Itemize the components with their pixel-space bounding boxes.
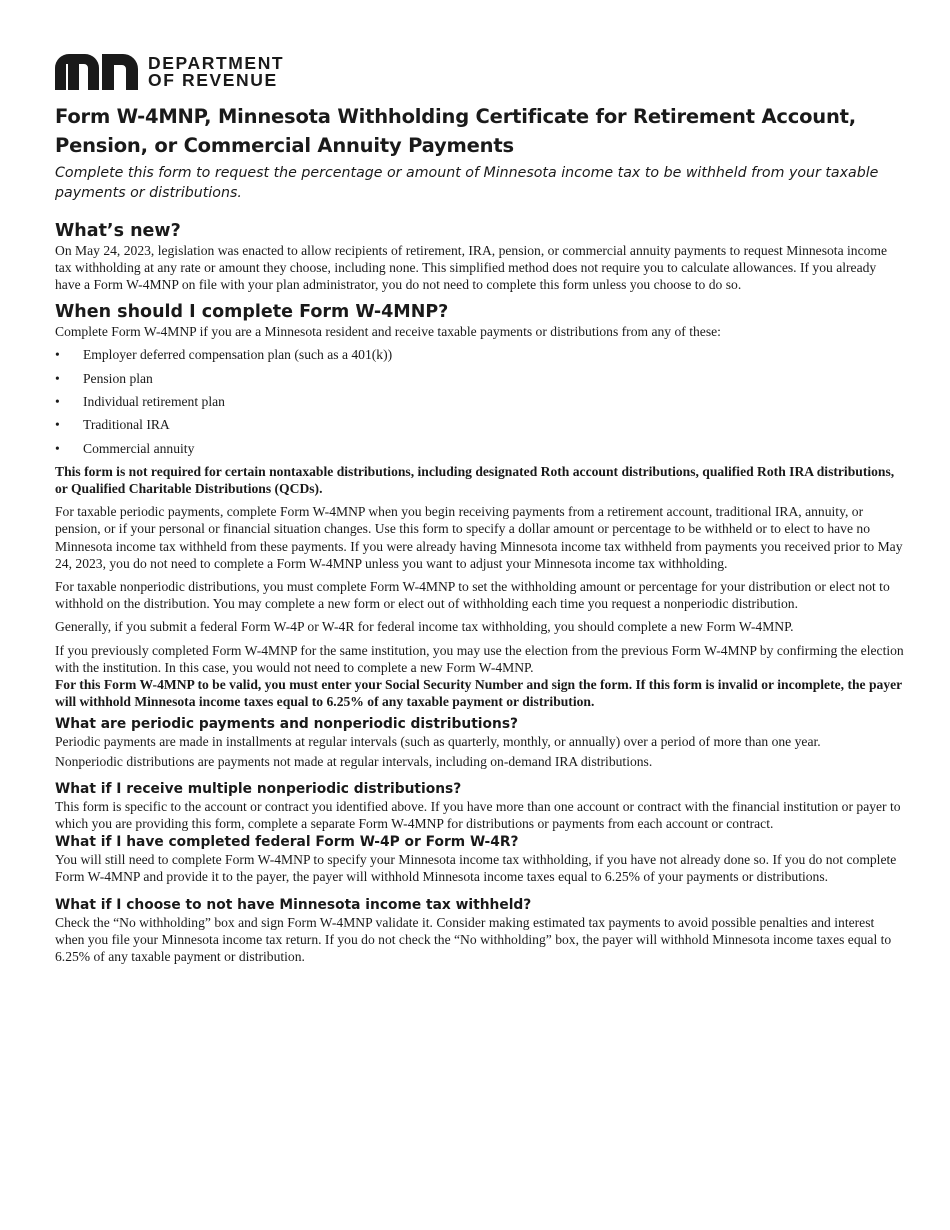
mn-logo-icon <box>55 54 138 90</box>
list-item-text: Traditional IRA <box>83 417 170 433</box>
federal-completed-heading: What if I have completed federal Form W-4P or Form W-4R? <box>55 834 519 851</box>
department-name <box>148 55 284 89</box>
periodic-payments-text: For taxable periodic payments, complete Form W-4MNP when you begin receiving payments from a retirement account, traditional IRA, annuity, or pension, or if your personal or financial situation changes. Use this form to specify a dollar amount or percentage to be withheld or to elect to have no Minnesota income tax withheld from these payments. If you were already having Minnesota income tax withheld from payments you received prior to May 24, 2023, you do not need to complete a Form W-4MNP unless you want to adjust your Minnesota income tax withholding. <box>55 504 903 571</box>
list-item-text: Employer deferred compensation plan (such as a 401(k)) <box>83 347 393 363</box>
list-item <box>55 370 905 387</box>
bullet: • <box>55 417 60 433</box>
form-title: Form W-4MNP, Minnesota Withholding Certificate for Retirement Account, Pension, or Commercial Annuity Payments <box>55 105 856 157</box>
list-item <box>55 416 905 433</box>
no-withholding-text: Check the “No withholding” box and sign Form W-4MNP validate it. Consider making estimated tax payments to avoid possible penalties and interest when you file your Minnesota income tax return. If you do not check the “No withholding” box, the payer will withhold Minnesota income taxes equal to 6.25% of any taxable payment or distribution. <box>55 914 892 965</box>
multiple-distributions-text: This form is specific to the account or contract you identified above. If you have more than one account or contract with the financial institution or payer to which you are providing this form, complete a separate Form W-4MNP for distributions or payments from each account or contract. <box>55 798 901 832</box>
department-name-line1: DEPARTMENT <box>148 53 285 73</box>
list-item-text: Pension plan <box>83 370 153 386</box>
form-page <box>55 52 905 965</box>
whats-new-heading: What’s new? <box>55 221 181 241</box>
list-item <box>55 346 905 363</box>
when-complete-intro: Complete Form W-4MNP if you are a Minnesota resident and receive taxable payments or distributions from any of these: <box>55 323 721 339</box>
no-withholding-heading: What if I choose to not have Minnesota income tax withheld? <box>55 896 532 913</box>
whats-new-text: On May 24, 2023, legislation was enacted to allow recipients of retirement, IRA, pension, or commercial annuity payments to request Minnesota income tax withholding at any rate or amount they choose, including none. This simplified method does not require you to calculate allowances. If you already have a Form W-4MNP on file with your plan administrator, you do not need to complete this form unless you choose to do so. <box>55 243 888 293</box>
department-logo <box>55 52 905 92</box>
federal-form-text: Generally, if you submit a federal Form W-4P or W-4R for federal income tax withholding, you should complete a new Form W-4MNP. <box>55 619 794 635</box>
form-subtitle: Complete this form to request the percentage or amount of Minnesota income tax to be withheld from your taxable payments or distributions. <box>55 165 879 201</box>
not-required-notice: This form is not required for certain nontaxable distributions, including designated Roth account distributions, qualified Roth IRA distributions, or Qualified Charitable Distributions (QCDs). <box>55 463 895 496</box>
multiple-distributions-heading: What if I receive multiple nonperiodic distributions? <box>55 780 462 797</box>
bullet: • <box>55 440 60 456</box>
previous-form-text: If you previously completed Form W-4MNP for the same institution, you may use the election from the previous Form W-4MNP by confirming the election with the institution. In this case, you would not need to complete a new Form W-4MNP. <box>55 642 904 675</box>
list-item <box>55 393 905 410</box>
list-item <box>55 440 905 457</box>
bullet: • <box>55 370 60 386</box>
eligible-plan-list <box>55 346 905 457</box>
department-name-line2: OF REVENUE <box>148 70 278 90</box>
nonperiodic-definition-text: Nonperiodic distributions are payments not made at regular intervals, including on-demand IRA distributions. <box>55 753 653 769</box>
list-item-text: Individual retirement plan <box>83 393 225 409</box>
list-item-text: Commercial annuity <box>83 440 195 456</box>
when-complete-heading: When should I complete Form W-4MNP? <box>55 301 449 322</box>
validity-notice: For this Form W-4MNP to be valid, you must enter your Social Security Number and sign the form. If this form is invalid or incomplete, the payer will withhold Minnesota income taxes equal to 6.25% of any taxable payment or distribution. <box>55 677 902 710</box>
periodic-definition-heading: What are periodic payments and nonperiodic distributions? <box>55 716 519 733</box>
bullet: • <box>55 347 60 363</box>
periodic-definition-text: Periodic payments are made in installments at regular intervals (such as quarterly, monthly, or annually) over a period of more than one year. <box>55 734 821 750</box>
federal-completed-text: You will still need to complete Form W-4MNP to specify your Minnesota income tax withholding, if you have not already done so. If you do not complete Form W-4MNP and provide it to the payer, the payer will withhold Minnesota income taxes equal to 6.25% of your payments or distributions. <box>55 852 897 885</box>
nonperiodic-distributions-text: For taxable nonperiodic distributions, you must complete Form W-4MNP to set the withholding amount or percentage for your distribution or elect not to withhold on the distribution. You may complete a new form or elect out of withholding each time you request a nonperiodic distribution. <box>55 578 890 612</box>
bullet: • <box>55 393 60 409</box>
